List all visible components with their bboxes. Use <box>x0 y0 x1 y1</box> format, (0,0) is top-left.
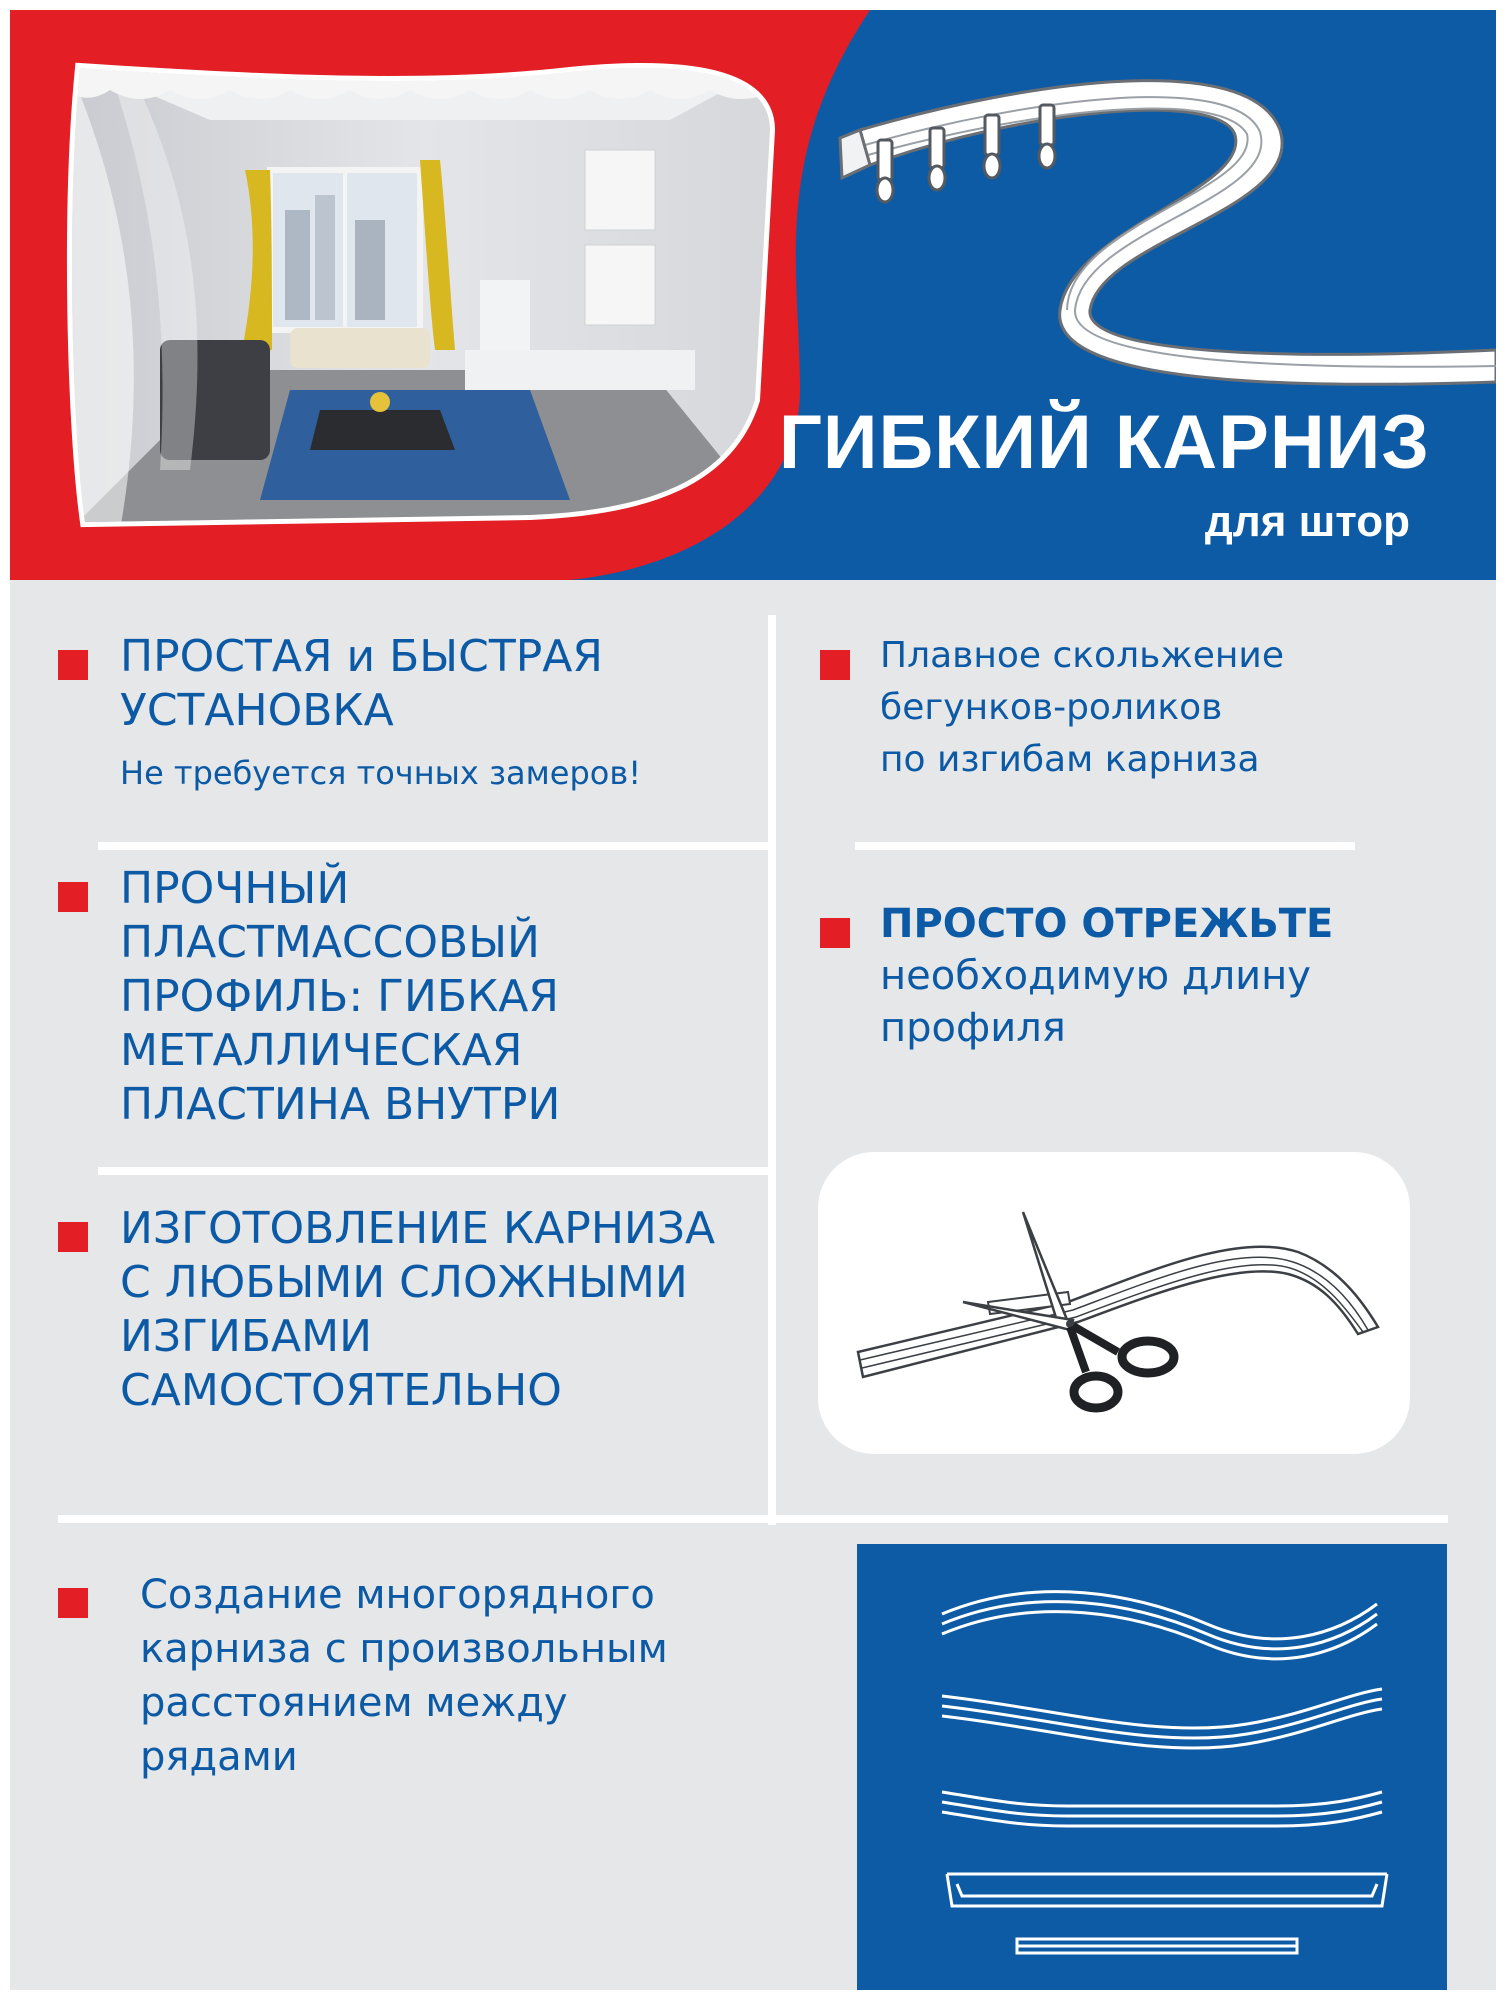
feature-line: ПЛАСТМАССОВЫЙ <box>120 917 540 968</box>
header-banner <box>10 10 1496 580</box>
feature-line: МЕТАЛЛИЧЕСКАЯ <box>120 1025 523 1076</box>
page-subtitle: для штор <box>1204 497 1410 546</box>
feature-line: САМОСТОЯТЕЛЬНО <box>120 1365 562 1416</box>
bullet-square <box>820 918 850 948</box>
feature-line: расстоянием между <box>140 1680 568 1726</box>
feature-line: ПЛАСТИНА ВНУТРИ <box>120 1079 561 1130</box>
feature-line: необходимую длину <box>880 953 1311 999</box>
feature-line: ПРОФИЛЬ: ГИБКАЯ <box>120 971 559 1022</box>
feature-bends <box>120 1202 715 1418</box>
feature-line: С ЛЮБЫМИ СЛОЖНЫМИ <box>120 1257 688 1308</box>
feature-sliding <box>880 630 1284 786</box>
bullet-square <box>58 882 88 912</box>
banner-graphic <box>10 10 1496 580</box>
feature-line: ПРОСТАЯ и БЫСТРАЯ <box>120 631 603 682</box>
scissors-cutting-profile-icon <box>818 1152 1410 1454</box>
feature-line: профиля <box>880 1005 1066 1051</box>
poster <box>10 10 1496 1990</box>
bullet-square <box>58 1588 88 1618</box>
divider-bottom <box>58 1515 1448 1523</box>
page-title: ГИБКИЙ КАРНИЗ <box>778 400 1430 485</box>
bullet-square <box>820 650 850 680</box>
divider-left-1 <box>98 842 768 850</box>
divider-vertical <box>768 615 776 1525</box>
feature-line: по изгибам карниза <box>880 739 1260 780</box>
feature-line: рядами <box>140 1734 298 1780</box>
feature-profile <box>120 862 560 1132</box>
feature-line: ИЗГОТОВЛЕНИЕ КАРНИЗА <box>120 1203 716 1254</box>
divider-right-1 <box>855 842 1355 850</box>
feature-bold-line: ПРОСТО ОТРЕЖЬТЕ <box>880 901 1334 947</box>
bullet-square <box>58 1222 88 1252</box>
feature-line: ПРОЧНЫЙ <box>120 863 350 914</box>
feature-cut <box>880 898 1333 1054</box>
bullet-square <box>58 650 88 680</box>
room-interior-photo <box>70 60 780 530</box>
feature-install <box>120 630 641 798</box>
feature-line: бегунков-роликов <box>880 687 1223 728</box>
feature-line: Плавное скольжение <box>880 635 1284 676</box>
rail-profile-shapes-icon <box>857 1544 1447 1990</box>
feature-line: УСТАНОВКА <box>120 685 394 736</box>
feature-note: Не требуется точных замеров! <box>120 754 642 792</box>
feature-line: карниза с произвольным <box>140 1626 668 1672</box>
feature-line: ИЗГИБАМИ <box>120 1311 373 1362</box>
feature-multirow <box>140 1568 668 1784</box>
cutting-illustration-card <box>818 1152 1410 1454</box>
divider-left-2 <box>98 1167 768 1175</box>
feature-line: Создание многорядного <box>140 1572 655 1618</box>
profiles-illustration-card <box>857 1544 1447 1990</box>
